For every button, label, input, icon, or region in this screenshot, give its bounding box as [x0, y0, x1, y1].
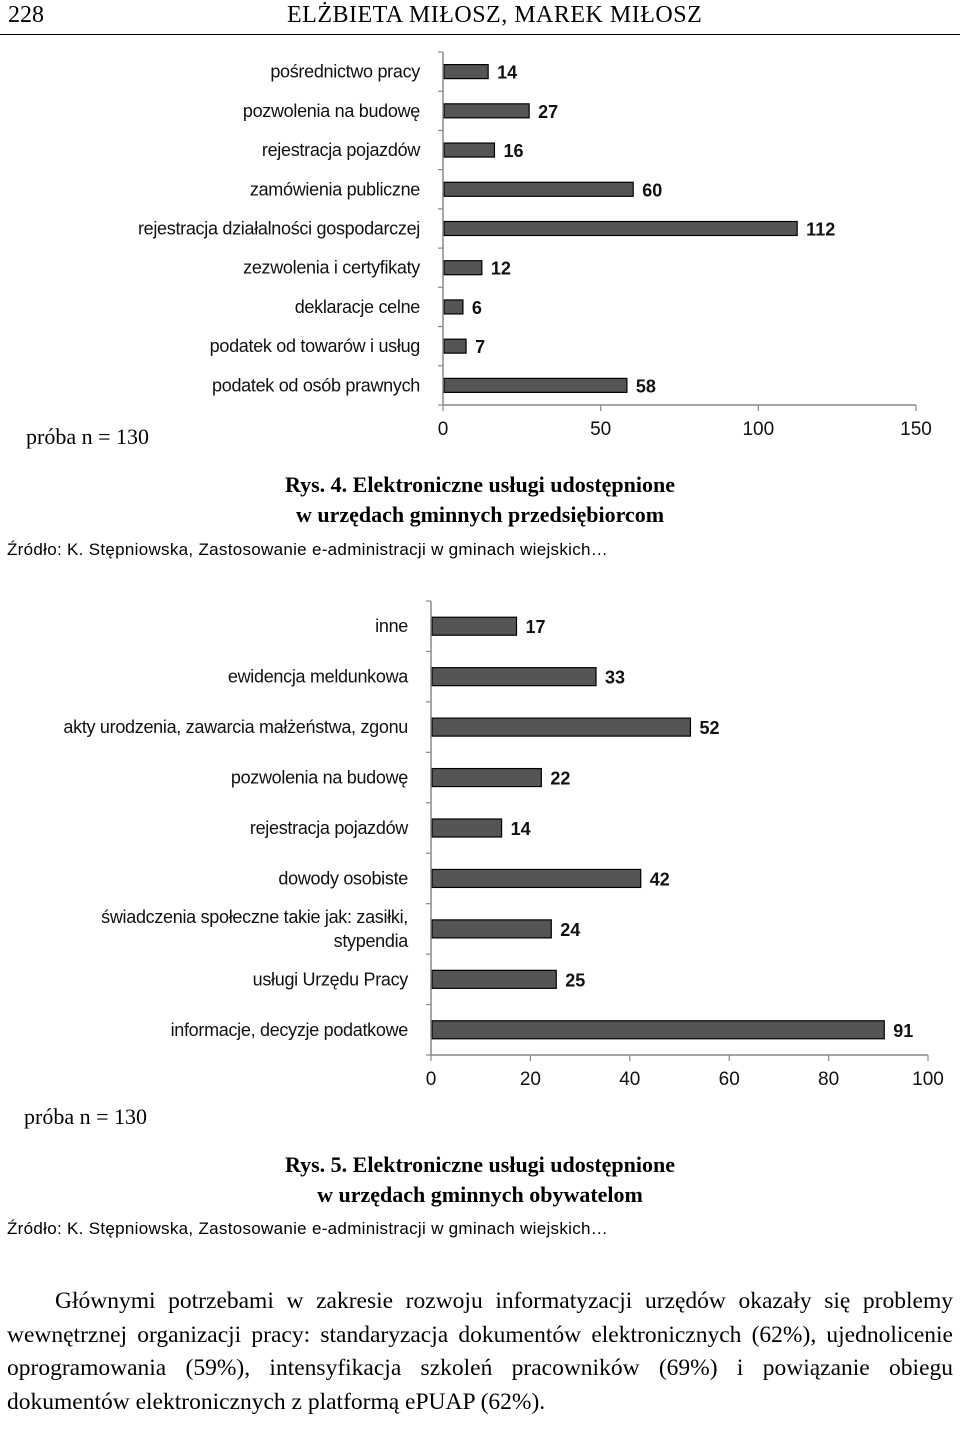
- body-paragraph: Głównymi potrzebami w zakresie rozwoju informatyzacji urzędów okazały się problemy wewnętrznej organizacji pracy: standaryzacja dokumentów elektronicznych (62%), ujednolicenie oprogramowania (59%), intensyfikacja szkoleń pracowników (69%) i powiązanie obiegu dokumentów elektronicznych z platformą ePUAP (62%).: [7, 1288, 953, 1415]
- bar: [432, 1021, 884, 1039]
- category-label: pozwolenia na budowę: [242, 100, 420, 121]
- category-label: rejestracja pojazdów: [261, 140, 420, 161]
- running-head: ELŻBIETA MIŁOSZ, MAREK MIŁOSZ: [287, 2, 703, 28]
- bar-value-label: 6: [471, 297, 482, 318]
- bar: [432, 769, 541, 787]
- bar: [432, 869, 641, 887]
- figure-5-caption-line-1: Rys. 5. Elektroniczne usługi udostępnione: [285, 1152, 675, 1177]
- x-tick-label: 0: [437, 419, 449, 440]
- category-label: dowody osobiste: [278, 868, 408, 889]
- bar-value-label: 58: [635, 376, 656, 397]
- figure-5-caption: [0, 1150, 960, 1210]
- category-label: zamówienia publiczne: [249, 179, 420, 200]
- bar-value-label: 7: [475, 337, 486, 358]
- bar: [432, 970, 556, 988]
- figure-5-sample-note: próba n = 130: [24, 1104, 147, 1129]
- bar: [444, 261, 482, 275]
- figure-4-caption-line-1: Rys. 4. Elektroniczne usługi udostępnione: [285, 472, 675, 497]
- category-label: akty urodzenia, zawarcia małżeństwa, zgonu: [63, 717, 408, 738]
- category-label: stypendia: [333, 930, 408, 951]
- category-label: deklaracje celne: [294, 296, 420, 317]
- bar-value-label: 60: [642, 180, 663, 201]
- bar-value-label: 14: [497, 62, 518, 83]
- category-label: informacje, decyzje podatkowe: [170, 1019, 408, 1040]
- bar: [444, 65, 488, 79]
- bar-value-label: 27: [538, 101, 559, 122]
- category-label: pośrednictwo pracy: [270, 61, 420, 82]
- bar: [444, 182, 633, 196]
- category-label: podatek od towarów i usług: [209, 336, 420, 357]
- x-tick-label: 60: [718, 1069, 740, 1090]
- x-tick-label: 80: [818, 1069, 840, 1090]
- bar-value-label: 112: [806, 219, 836, 240]
- bar-value-label: 17: [525, 617, 546, 638]
- bar: [432, 718, 690, 736]
- figure-4-caption-line-2: w urzędach gminnych przedsiębiorcom: [295, 502, 665, 527]
- bar-value-label: 22: [550, 768, 571, 789]
- bar-value-label: 91: [893, 1020, 914, 1041]
- x-tick-label: 100: [742, 419, 775, 440]
- x-tick-label: 100: [912, 1069, 944, 1090]
- figure-4-source: Źródło: K. Stępniowska, Zastosowanie e-administracji w gminach wiejskich…: [7, 540, 609, 559]
- figure-4-svg: [0, 0, 960, 460]
- bar-value-label: 52: [699, 718, 720, 739]
- bar: [432, 668, 596, 686]
- bar: [444, 222, 797, 236]
- figure-4-sample-note: próba n = 130: [26, 424, 149, 449]
- category-label: ewidencja meldunkowa: [227, 666, 408, 687]
- figure-4-chart: [0, 0, 960, 460]
- bar-value-label: 25: [565, 970, 586, 991]
- bar-value-label: 42: [649, 869, 670, 890]
- figure-5-caption-line-2: w urzędach gminnych obywatelom: [317, 1182, 643, 1207]
- bar: [444, 143, 494, 157]
- bar: [444, 378, 627, 392]
- category-label: świadczenia społeczne takie jak: zasiłki,: [101, 906, 408, 927]
- bar: [444, 339, 466, 353]
- bar: [432, 920, 551, 938]
- figure-5-svg: [0, 600, 960, 1140]
- figure-5-source: Źródło: K. Stępniowska, Zastosowanie e-administracji w gminach wiejskich…: [7, 1219, 609, 1238]
- category-label: inne: [375, 616, 408, 637]
- bar-value-label: 24: [560, 919, 581, 940]
- x-tick-label: 40: [619, 1069, 641, 1090]
- bar: [432, 617, 516, 635]
- x-tick-label: 0: [425, 1069, 437, 1090]
- category-label: zezwolenia i certyfikaty: [243, 257, 420, 278]
- bar-value-label: 14: [510, 819, 531, 839]
- x-tick-label: 20: [519, 1069, 541, 1090]
- bar: [432, 819, 502, 837]
- category-label: pozwolenia na budowę: [230, 767, 408, 788]
- body-text: [7, 1285, 953, 1419]
- figure-5-chart: [0, 600, 960, 1140]
- bar: [444, 104, 529, 118]
- bar-value-label: 16: [503, 141, 524, 162]
- category-label: usługi Urzędu Pracy: [252, 969, 408, 990]
- x-tick-label: 150: [900, 419, 932, 440]
- bar-value-label: 12: [490, 258, 511, 279]
- x-tick-label: 50: [590, 419, 612, 440]
- category-label: rejestracja działalności gospodarczej: [137, 218, 420, 239]
- category-label: podatek od osób prawnych: [212, 375, 420, 396]
- bar: [444, 300, 463, 314]
- bar-value-label: 33: [605, 667, 626, 688]
- figure-4-caption: [0, 470, 960, 530]
- category-label: rejestracja pojazdów: [249, 818, 408, 838]
- page-number: 228: [8, 2, 44, 28]
